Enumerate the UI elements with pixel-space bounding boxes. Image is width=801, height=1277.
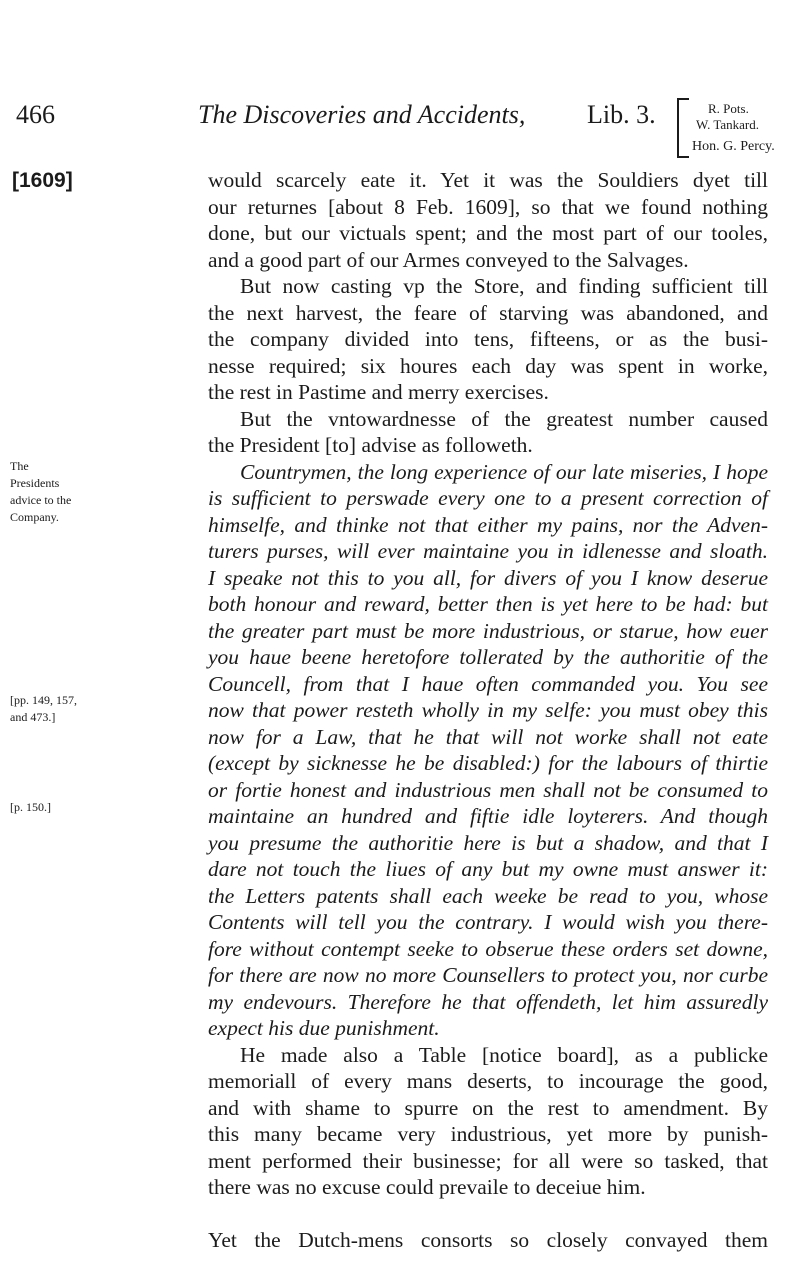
text-line: expect his due punishment. [208,1016,440,1040]
text-line: my endevours. Therefore he that offendeth, let him assuredly [208,989,768,1014]
text-line: now for a Law, that he that will not worke shall not eate [208,724,768,749]
text-line: himselfe, and thinke not that either my pains, nor the Adven- [208,512,768,537]
text-line: the company divided into tens, fifteens, or as the busi- [208,327,768,351]
text-line: you presume the authoritie here is but a shadow, and that I [208,830,768,855]
page-number: 466 [16,100,55,129]
sidenote-line: Presidents [10,476,60,490]
text-line: and with shame to spurre on the rest to amendment. By [208,1095,768,1120]
text-line: Councell, from that I haue often commanded you. You see [208,671,768,696]
text-line: the next harvest, the feare of starving was abandoned, and [208,300,768,325]
text-line: the greater part must be more industrious, or starue, how euer [208,618,768,643]
year-marker: [1609] [12,169,73,192]
text-line: both honour and reward, better then is yet here to be had: but [208,592,768,616]
sidenote-line: advice to the [10,493,72,507]
text-line: there was no excuse could prevaile to deceiue him. [208,1175,646,1199]
text-line: memoriall of every mans deserts, to incourage the good, [208,1069,768,1093]
text-line: But the vntowardnesse of the greatest number caused [240,406,768,431]
sidenote-presidents-advice [10,458,71,526]
running-title: The Discoveries and Accidents, [198,100,526,129]
text-line: dare not touch the liues of any but my owne must answer it: [208,857,768,881]
text-line: is sufficient to perswade every one to a present correction of [208,486,768,510]
header-note-pots: R. Pots. [708,101,749,116]
sidenote-line: Company. [10,510,59,524]
sidenote-line: [pp. 149, 157, [10,693,77,707]
text-line: our returnes [about 8 Feb. 1609], so that we found nothing [208,194,768,219]
book-reference: Lib. 3. [587,100,656,129]
text-line: ment performed their businesse; for all were so tasked, that [208,1148,768,1173]
text-line: Contents will tell you the contrary. I would wish you there- [208,910,768,934]
text-line: the President [to] advise as followeth. [208,433,533,457]
text-line: Yet the Dutch-mens consorts so closely convayed them [208,1228,768,1252]
text-line: turers purses, will ever maintaine you in idlenesse and sloath. [208,539,768,563]
paragraph-gap [208,1201,768,1228]
text-line: (except by sicknesse he be disabled:) for the labours of thirtie [208,751,768,775]
sidenote-line: [p. 150.] [10,800,51,814]
text-line: you haue beene heretofore tollerated by the authoritie of the [208,645,768,669]
text-line: Countrymen, the long experience of our late miseries, I hope [240,459,768,484]
sidenote-line: and 473.] [10,710,56,724]
header-bracket [677,98,689,158]
text-line: the rest in Pastime and merry exercises. [208,380,549,404]
text-line: this many became very industrious, yet more by punish- [208,1122,768,1146]
header-note-tankard: W. Tankard. [696,117,759,132]
text-line: would scarcely eate it. Yet it was the Souldiers dyet till [208,168,768,192]
sidenote-line: The [10,459,29,473]
sidenote-page-refs [10,692,77,726]
text-line: and a good part of our Armes conveyed to the Salvages. [208,247,689,272]
body-text [208,167,768,1254]
text-line: or fortie honest and industrious men shall not be consumed to [208,777,768,802]
text-line: for there are now no more Counsellers to protect you, nor curbe [208,963,768,987]
text-line: nesse required; six houres each day was spent in worke, [208,353,768,378]
sidenote-page-ref [10,799,51,816]
text-line: But now casting vp the Store, and finding sufficient till [240,274,768,298]
text-line: maintaine an hundred and fiftie idle loyterers. And though [208,804,768,828]
header-note-percy: Hon. G. Percy. [692,139,775,154]
text-line: now that power resteth wholly in my selfe: you must obey this [208,698,768,722]
text-line: fore without contempt seeke to obserue these orders set downe, [208,936,768,961]
text-line: He made also a Table [notice board], as a publicke [240,1042,768,1067]
text-line: done, but our victuals spent; and the most part of our tooles, [208,221,768,245]
text-line: I speake not this to you all, for divers of you I know deserue [208,565,768,590]
text-line: the Letters patents shall each weeke be read to you, whose [208,883,768,908]
